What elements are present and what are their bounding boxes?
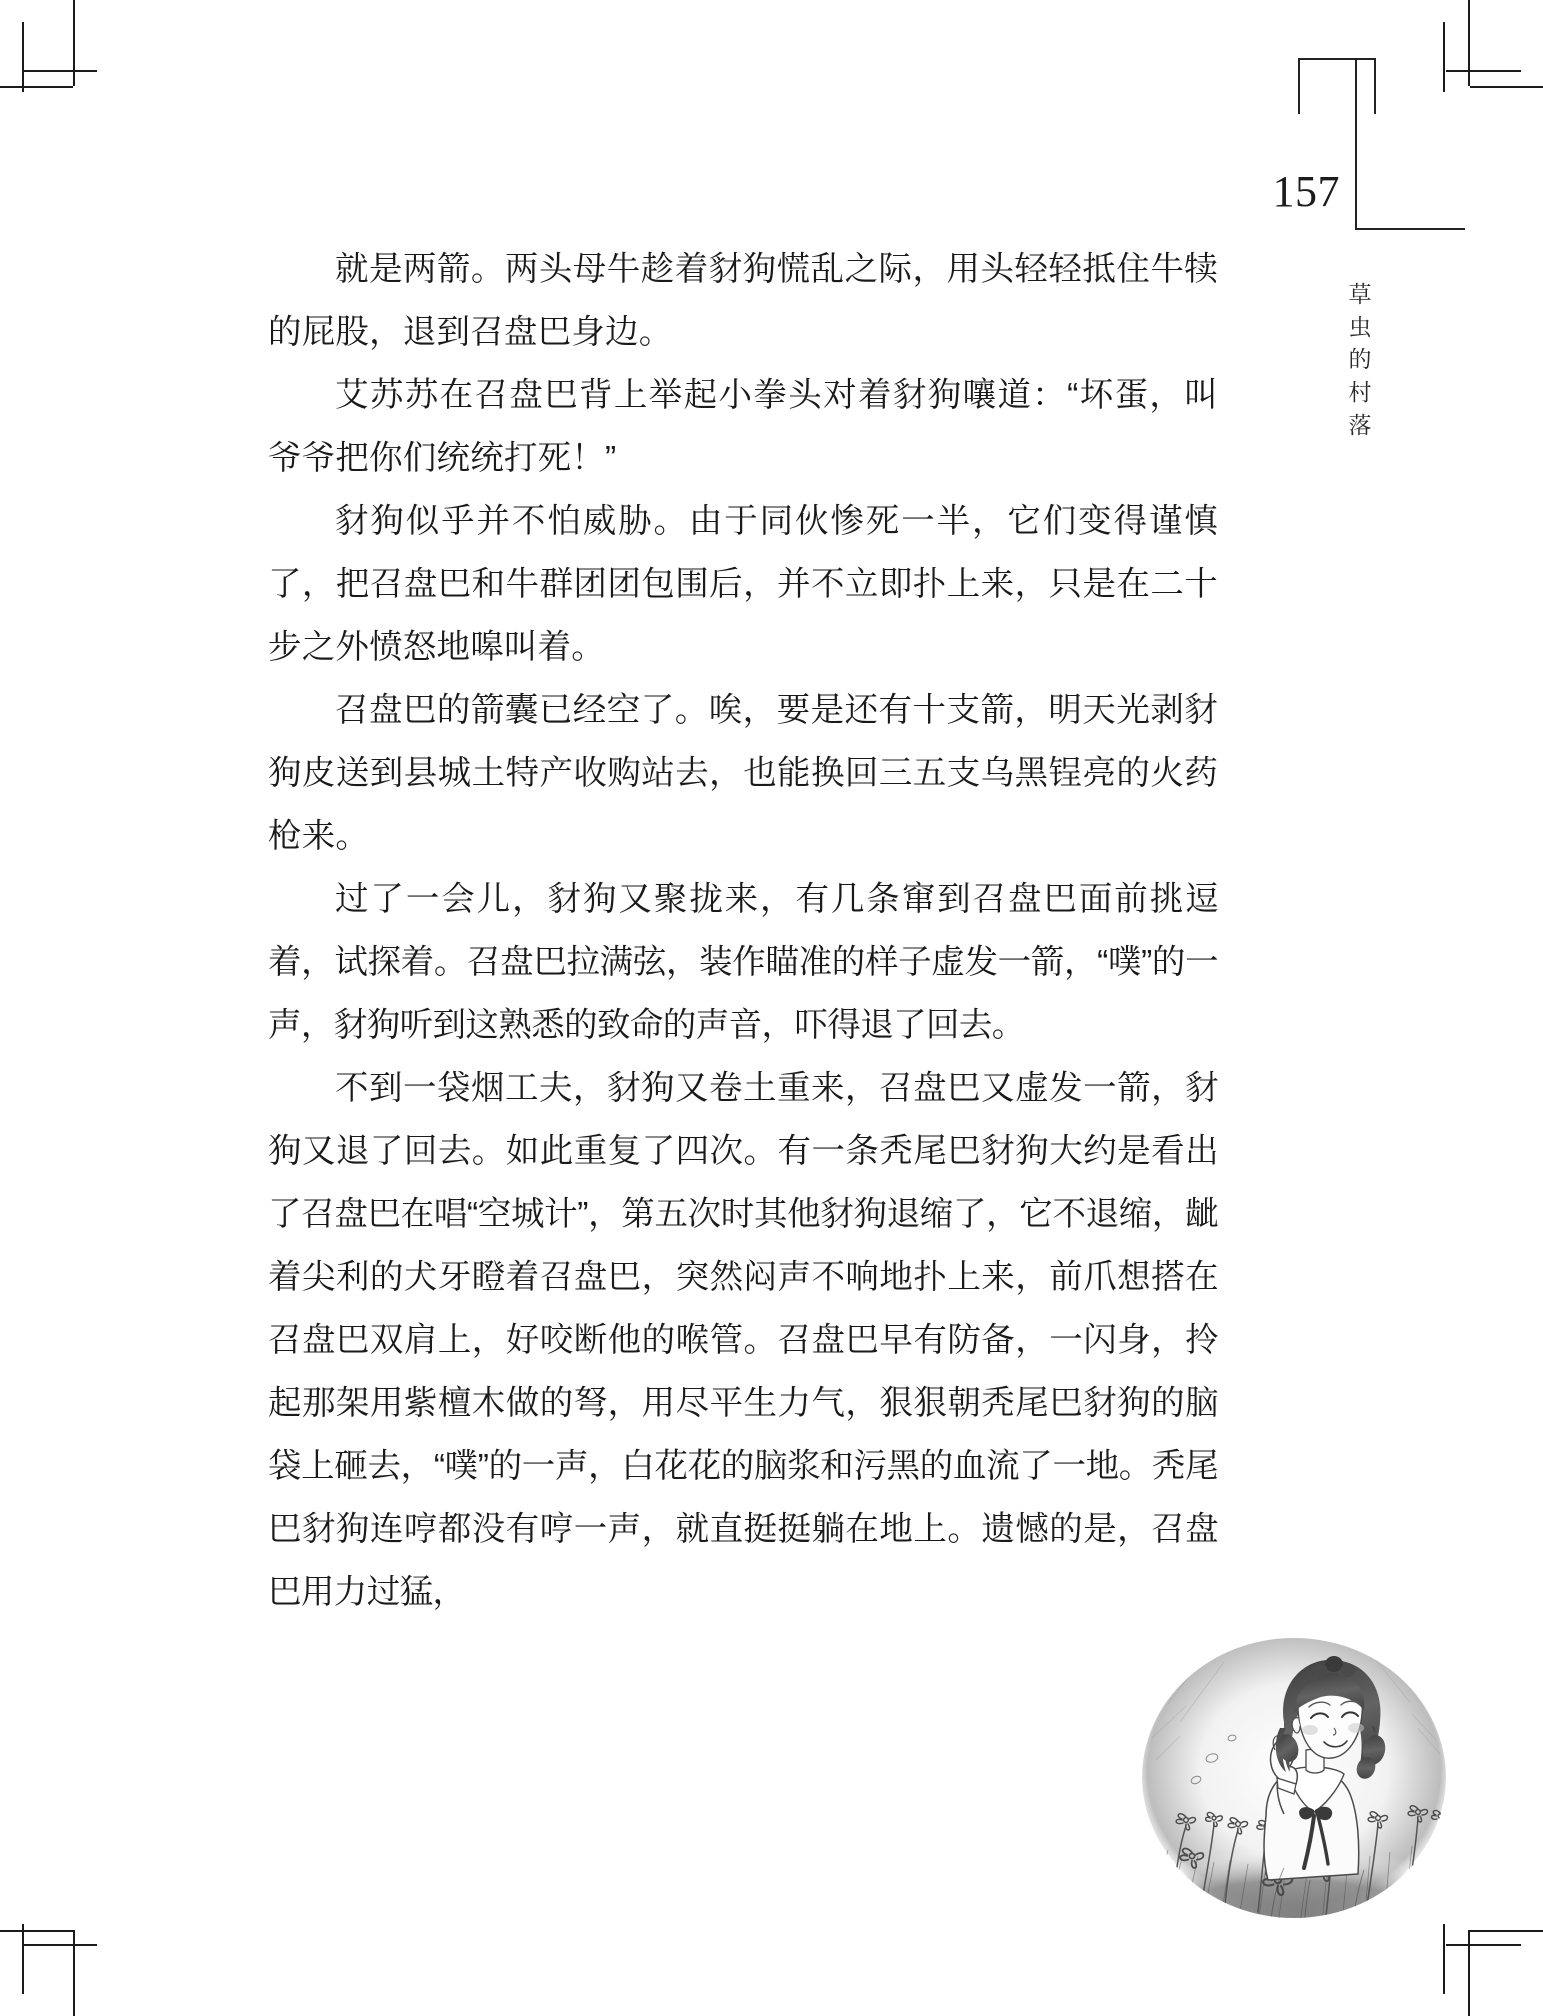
crop-mark-line — [1468, 0, 1470, 86]
header-rule — [1355, 228, 1465, 230]
header-rule — [1298, 58, 1376, 60]
crop-mark-line — [22, 1924, 24, 1994]
paragraph: 过了一会儿，豺狗又聚拢来，有几条窜到召盘巴面前挑逗着，试探着。召盘巴拉满弦，装作瞄准的样子虚发一箭，“噗”的一声，豺狗听到这熟悉的致命的声音，吓得退了回去。 — [268, 881, 1218, 1044]
illustration-girl-listening — [1128, 1618, 1458, 1928]
crop-mark-line — [1446, 1944, 1521, 1946]
paragraph: 召盘巴的箭囊已经空了。唉，要是还有十支箭，明天光剥豺狗皮送到县城土特产收购站去，也能换回三五支乌黑锃亮的火药枪来。 — [268, 692, 1218, 855]
body-text — [268, 238, 1218, 1624]
crop-mark-line — [0, 1930, 73, 1932]
crop-mark-line — [1470, 1930, 1543, 1932]
crop-mark-line — [1446, 70, 1521, 72]
crop-mark-line — [0, 86, 73, 88]
crop-mark-line — [1470, 86, 1543, 88]
header-rule — [1355, 58, 1357, 230]
header-rule — [1298, 58, 1300, 114]
running-head-char: 落 — [1348, 411, 1372, 438]
header-rule — [1374, 58, 1376, 114]
crop-mark-line — [1468, 1930, 1470, 2016]
crop-mark-line — [73, 1930, 75, 2016]
running-head-char: 虫 — [1348, 313, 1372, 340]
crop-mark-line — [22, 22, 24, 92]
paragraph: 不到一袋烟工夫，豺狗又卷土重来，召盘巴又虚发一箭，豺狗又退了回去。如此重复了四次。有一条秃尾巴豺狗大约是看出了召盘巴在唱“空城计”，第五次时其他豺狗退缩了，它不退缩，龇着尖利的犬牙瞪着召盘巴，突然闷声不响地扑上来，前爪想搭在召盘巴双肩上，好咬断他的喉管。召盘巴早有防备，一闪身，拎起那架用紫檀木做的弩，用尽平生力气，狠狠朝秃尾巴豺狗的脑袋上砸去，“噗”的一声，白花花的脑浆和污黑的血流了一地。秃尾巴豺狗连哼都没有哼一声，就直挺挺躺在地上。遗憾的是，召盘巴用力过猛， — [268, 1070, 1218, 1611]
running-head-char: 草 — [1348, 281, 1372, 307]
paragraph: 豺狗似乎并不怕威胁。由于同伙惨死一半，它们变得谨慎了，把召盘巴和牛群团团包围后，并不立即扑上来，只是在二十步之外愤怒地嗥叫着。 — [268, 503, 1218, 666]
page-number: 157 — [1272, 167, 1340, 216]
running-head-char: 村 — [1348, 378, 1372, 405]
paragraph: 就是两箭。两头母牛趁着豺狗慌乱之际，用头轻轻抵住牛犊的屁股，退到召盘巴身边。 — [268, 251, 1218, 351]
crop-mark-line — [73, 0, 75, 86]
crop-mark-line — [22, 70, 97, 72]
running-head — [1342, 278, 1378, 441]
crop-mark-line — [22, 1944, 97, 1946]
running-head-char: 的 — [1348, 346, 1372, 373]
paragraph: 艾苏苏在召盘巴背上举起小拳头对着豺狗嚷道：“坏蛋，叫爷爷把你们统统打死！” — [268, 377, 1218, 477]
crop-mark-line — [1443, 22, 1445, 92]
crop-mark-line — [1443, 1924, 1445, 1994]
